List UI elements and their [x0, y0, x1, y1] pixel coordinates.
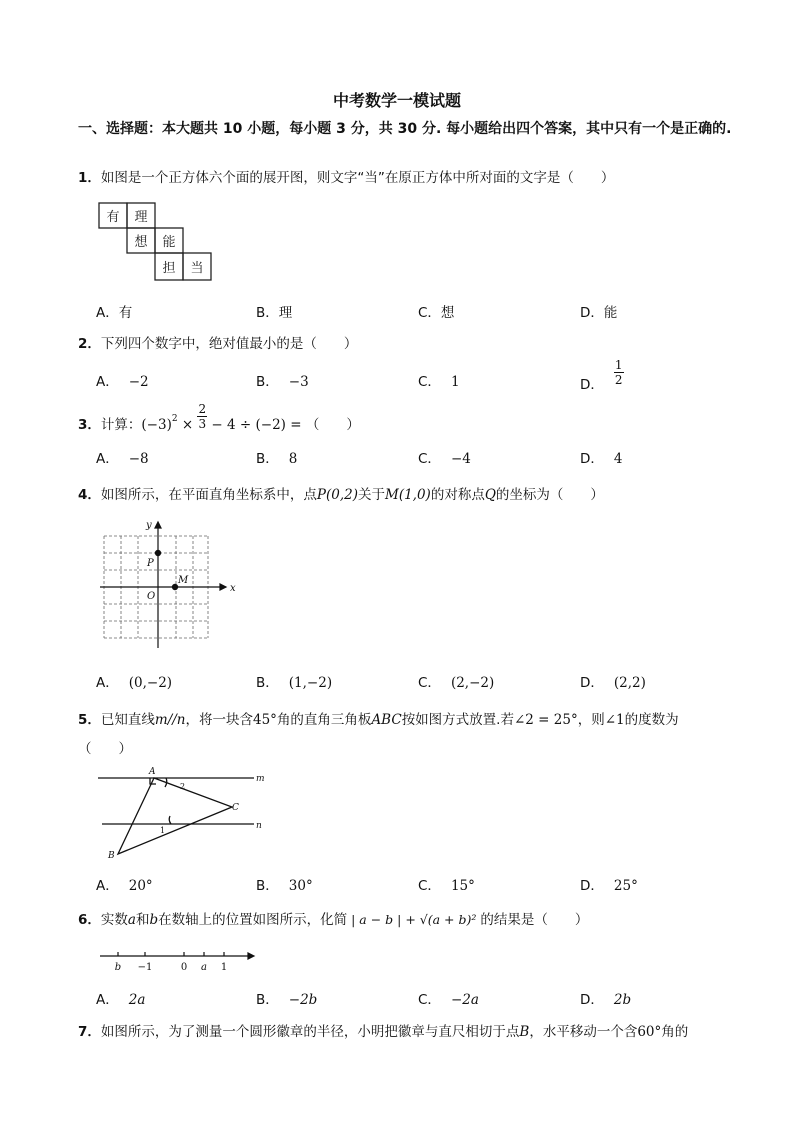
option-c: C． 1: [418, 374, 460, 390]
option-a: A．有: [96, 305, 133, 321]
coordinate-grid-figure: [98, 516, 238, 652]
angle-1-label: 1: [160, 826, 166, 835]
option-b: B． (1,−2): [256, 675, 333, 691]
option-a: A． (0,−2): [96, 675, 173, 691]
option-c: C． −2a: [418, 992, 479, 1008]
axis-label-y: y: [146, 520, 152, 531]
option-c: C． 15°: [418, 878, 475, 894]
cube-face: 有: [106, 210, 120, 225]
option-b: B．理: [256, 305, 293, 321]
vertex-c-label: C: [232, 803, 239, 813]
line-n-label: n: [256, 821, 262, 831]
parallel-lines-triangle-figure: [94, 762, 270, 862]
option-d: D． 2b: [580, 992, 632, 1008]
line-m-label: m: [256, 774, 265, 784]
tick-label: 1: [220, 962, 228, 973]
cube-face: 担: [162, 261, 176, 276]
cube-face: 理: [134, 210, 148, 225]
fraction: $\frac{2}{3}$: [198, 402, 207, 431]
option-c: C． −4: [418, 451, 471, 467]
angle-2-label: 2: [180, 782, 186, 791]
option-b: B． −2b: [256, 992, 318, 1008]
question-3: 3．计算：$(-3)^2$ × $\frac{2}{3}$ − 4 ÷ (−2) = （ ）: [78, 402, 360, 433]
fraction-one-half: $\frac{1}{2}$: [614, 358, 623, 387]
number-line-figure: [98, 948, 258, 976]
option-b: B． 8: [256, 451, 298, 467]
option-d: D． 25°: [580, 878, 638, 894]
question-number: 2．: [78, 336, 101, 352]
question-1: [78, 166, 614, 186]
option-c: C． (2,−2): [418, 675, 495, 691]
point-m-label: M: [178, 575, 189, 586]
option-d: D．能: [580, 305, 618, 321]
question-number: 1．: [78, 170, 101, 186]
cube-net-figure: [96, 198, 212, 290]
option-a: A． 2a: [96, 992, 146, 1008]
option-d: D． $\frac{1}{2}$: [580, 358, 623, 393]
option-b: B． −3: [256, 374, 309, 390]
tick-label: −1: [137, 962, 153, 973]
option-d: D． 4: [580, 451, 623, 467]
question-6: 6．实数a和b在数轴上的位置如图所示，化简 | a − b | + √(a + b)² 的结果是（ ）: [78, 912, 589, 928]
vertex-b-label: B: [108, 851, 115, 861]
tick-label: b: [114, 962, 122, 973]
question-text: 如图是一个正方体六个面的展开图，则文字“当”在原正方体中所对面的文字是（ ）: [100, 170, 615, 186]
option-b: B． 30°: [256, 878, 313, 894]
cube-face: 当: [190, 261, 204, 276]
option-a: A． 20°: [96, 878, 153, 894]
question-7: 7．如图所示，为了测量一个圆形徽章的半径，小明把徽章与直尺相切于点B，水平移动一个含60°角的: [78, 1024, 689, 1040]
option-a: A． −2: [96, 374, 149, 390]
section-heading: 一、选择题：本大题共 10 小题，每小题 3 分，共 30 分. 每小题给出四个答案，其中只有一个是正确的.: [78, 121, 732, 137]
tick-label: 0: [180, 962, 188, 973]
point-p-label: P: [147, 558, 154, 569]
option-c: C．想: [418, 305, 455, 321]
origin-label: O: [147, 591, 156, 602]
tick-label: a: [201, 962, 207, 973]
page-title: 中考数学一模试题: [332, 91, 461, 110]
option-a: A． −8: [96, 451, 149, 467]
cube-face: 能: [162, 235, 176, 250]
cube-face: 想: [134, 235, 148, 250]
question-text: 下列四个数字中，绝对值最小的是（ ）: [100, 336, 358, 352]
question-5-paren: （ ）: [78, 741, 132, 757]
question-2: [78, 332, 357, 352]
axis-label-x: x: [230, 583, 236, 594]
vertex-a-label: A: [149, 767, 156, 777]
question-5: 5．已知直线m//n，将一块含45°角的直角三角板ABC按如图方式放置.若∠2 = 25°，则∠1的度数为: [78, 712, 679, 728]
option-d: D． (2,2): [580, 675, 646, 691]
question-4: 4．如图所示，在平面直角坐标系中，点P(0,2)关于M(1,0)的对称点Q的坐标为（ ）: [78, 487, 604, 503]
